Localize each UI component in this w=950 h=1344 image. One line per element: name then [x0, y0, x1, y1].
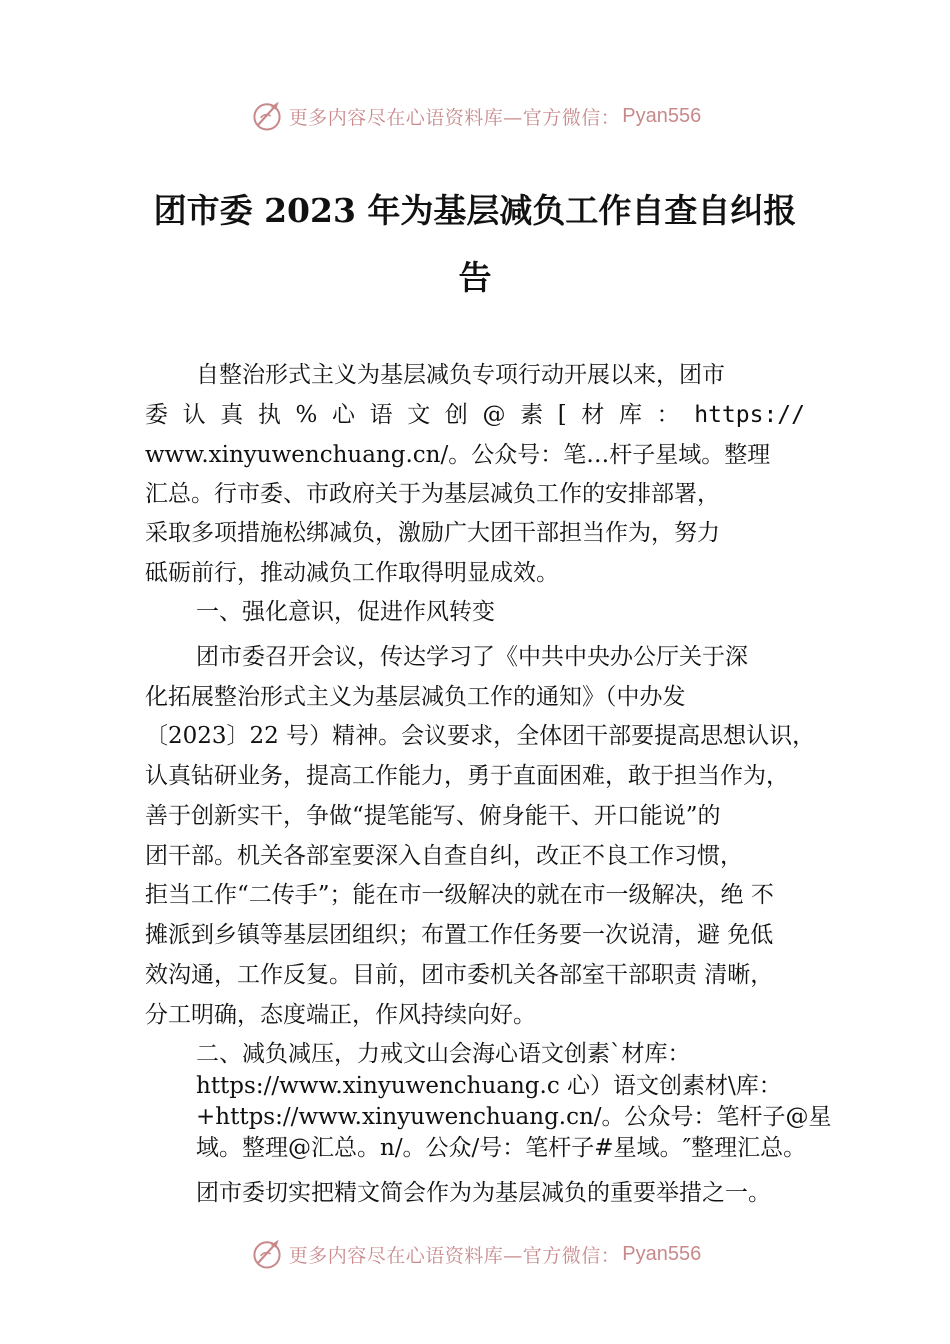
section-heading-1: 一、强化意识，促进作风转变 — [196, 599, 495, 625]
paragraph-2-line-10: 分工明确，态度端正，作风持续向好。 — [145, 1002, 536, 1028]
p1-char: 执 — [257, 402, 281, 428]
paragraph-2-line-7: 拒当工作“二传手”；能在市一级解决的就在市一级解决，绝 不 — [145, 882, 774, 908]
p1-char: 语 — [369, 402, 393, 428]
p1-char: 真 — [220, 402, 244, 428]
p1-url-fragment: https:// — [694, 402, 805, 428]
paragraph-2-line-2: 化拓展整治形式主义为基层减负工作的通知》（中办发 — [145, 684, 686, 710]
p1-char: 委 — [145, 402, 168, 428]
p1-char: [ — [557, 402, 567, 428]
logo-icon — [249, 1236, 285, 1272]
paragraph-3-line-1: 团市委切实把精文简会作为为基层减负的重要举措之一。 — [196, 1180, 771, 1206]
logo-icon — [249, 98, 285, 134]
paragraph-2-line-6: 团干部。机关各部室要深入自查自纠，改正不良工作习惯， — [145, 843, 743, 869]
paragraph-1-line-6: 砥砺前行，推动减负工作取得明显成效。 — [145, 560, 559, 586]
paragraph-1-line-1: 自整治形式主义为基层减负专项行动开展以来，团市 — [196, 362, 725, 388]
paragraph-1-line-5: 采取多项措施松绑减负，激励广大团干部担当作为，努力 — [145, 520, 720, 546]
p1-char: % — [295, 402, 318, 428]
header-banner — [0, 96, 950, 136]
p1-char: 文 — [407, 402, 431, 428]
p1-char: 库 — [618, 402, 642, 428]
p1-char: 材 — [581, 402, 605, 428]
p1-char: 创 — [444, 402, 468, 428]
paragraph-2-line-1: 团市委召开会议，传达学习了《中共中央办公厅关于深 — [196, 644, 748, 670]
banner-text: 更多内容尽在心语资料库—官方微信： — [288, 1244, 621, 1267]
p1-char: 心 — [331, 402, 355, 428]
footer-banner — [0, 1234, 950, 1274]
paragraph-1-line-3: www.xinyuwenchuang.cn/。公众号：笔…杆子星域。整理 — [145, 442, 771, 468]
p1-char: 素 — [520, 402, 544, 428]
p1-char: @ — [482, 402, 506, 428]
paragraph-2-line-3: 〔2023〕22 号）精神。会议要求，全体团干部要提高思想认识， — [145, 723, 816, 749]
section-heading-2-line-4: 域。整理@汇总。n/。公众/号：笔杆子#星域。″整理汇总。 — [196, 1135, 807, 1161]
document-title-line-2: 告 — [458, 258, 492, 297]
paragraph-1-line-4: 汇总。行市委、市政府关于为基层减负工作的安排部署， — [145, 481, 720, 507]
paragraph-2-line-5: 善于创新实干，争做“提笔能写、俯身能干、开口能说”的 — [145, 803, 721, 829]
p1-char: ： — [656, 402, 680, 428]
banner-wechat-id: Pyan556 — [622, 104, 702, 127]
paragraph-2-line-4: 认真钻研业务，提高工作能力，勇于直面困难，敢于担当作为， — [145, 763, 789, 789]
section-heading-2-line-3: +https://www.xinyuwenchuang.cn/。公众号：笔杆子@星 — [196, 1104, 832, 1130]
section-heading-2-line-2: https://www.xinyuwenchuang.c 心）语文创素材\库： — [196, 1073, 782, 1099]
document-title-line-1: 团市委 2023 年为基层减负工作自查自纠报 — [153, 191, 797, 230]
paragraph-2-line-9: 效沟通，工作反复。目前，团市委机关各部室干部职责 清晰， — [145, 962, 774, 988]
section-heading-2-line-1: 二、减负减压，力戒文山会海心语文创素`材库： — [196, 1041, 691, 1067]
banner-wechat-id: Pyan556 — [622, 1242, 702, 1265]
banner-text: 更多内容尽在心语资料库—官方微信： — [288, 106, 621, 129]
paragraph-1-line-2 — [145, 400, 805, 430]
p1-char: 认 — [182, 402, 206, 428]
paragraph-2-line-8: 摊派到乡镇等基层团组织；布置工作任务要一次说清，避 免低 — [145, 922, 774, 948]
